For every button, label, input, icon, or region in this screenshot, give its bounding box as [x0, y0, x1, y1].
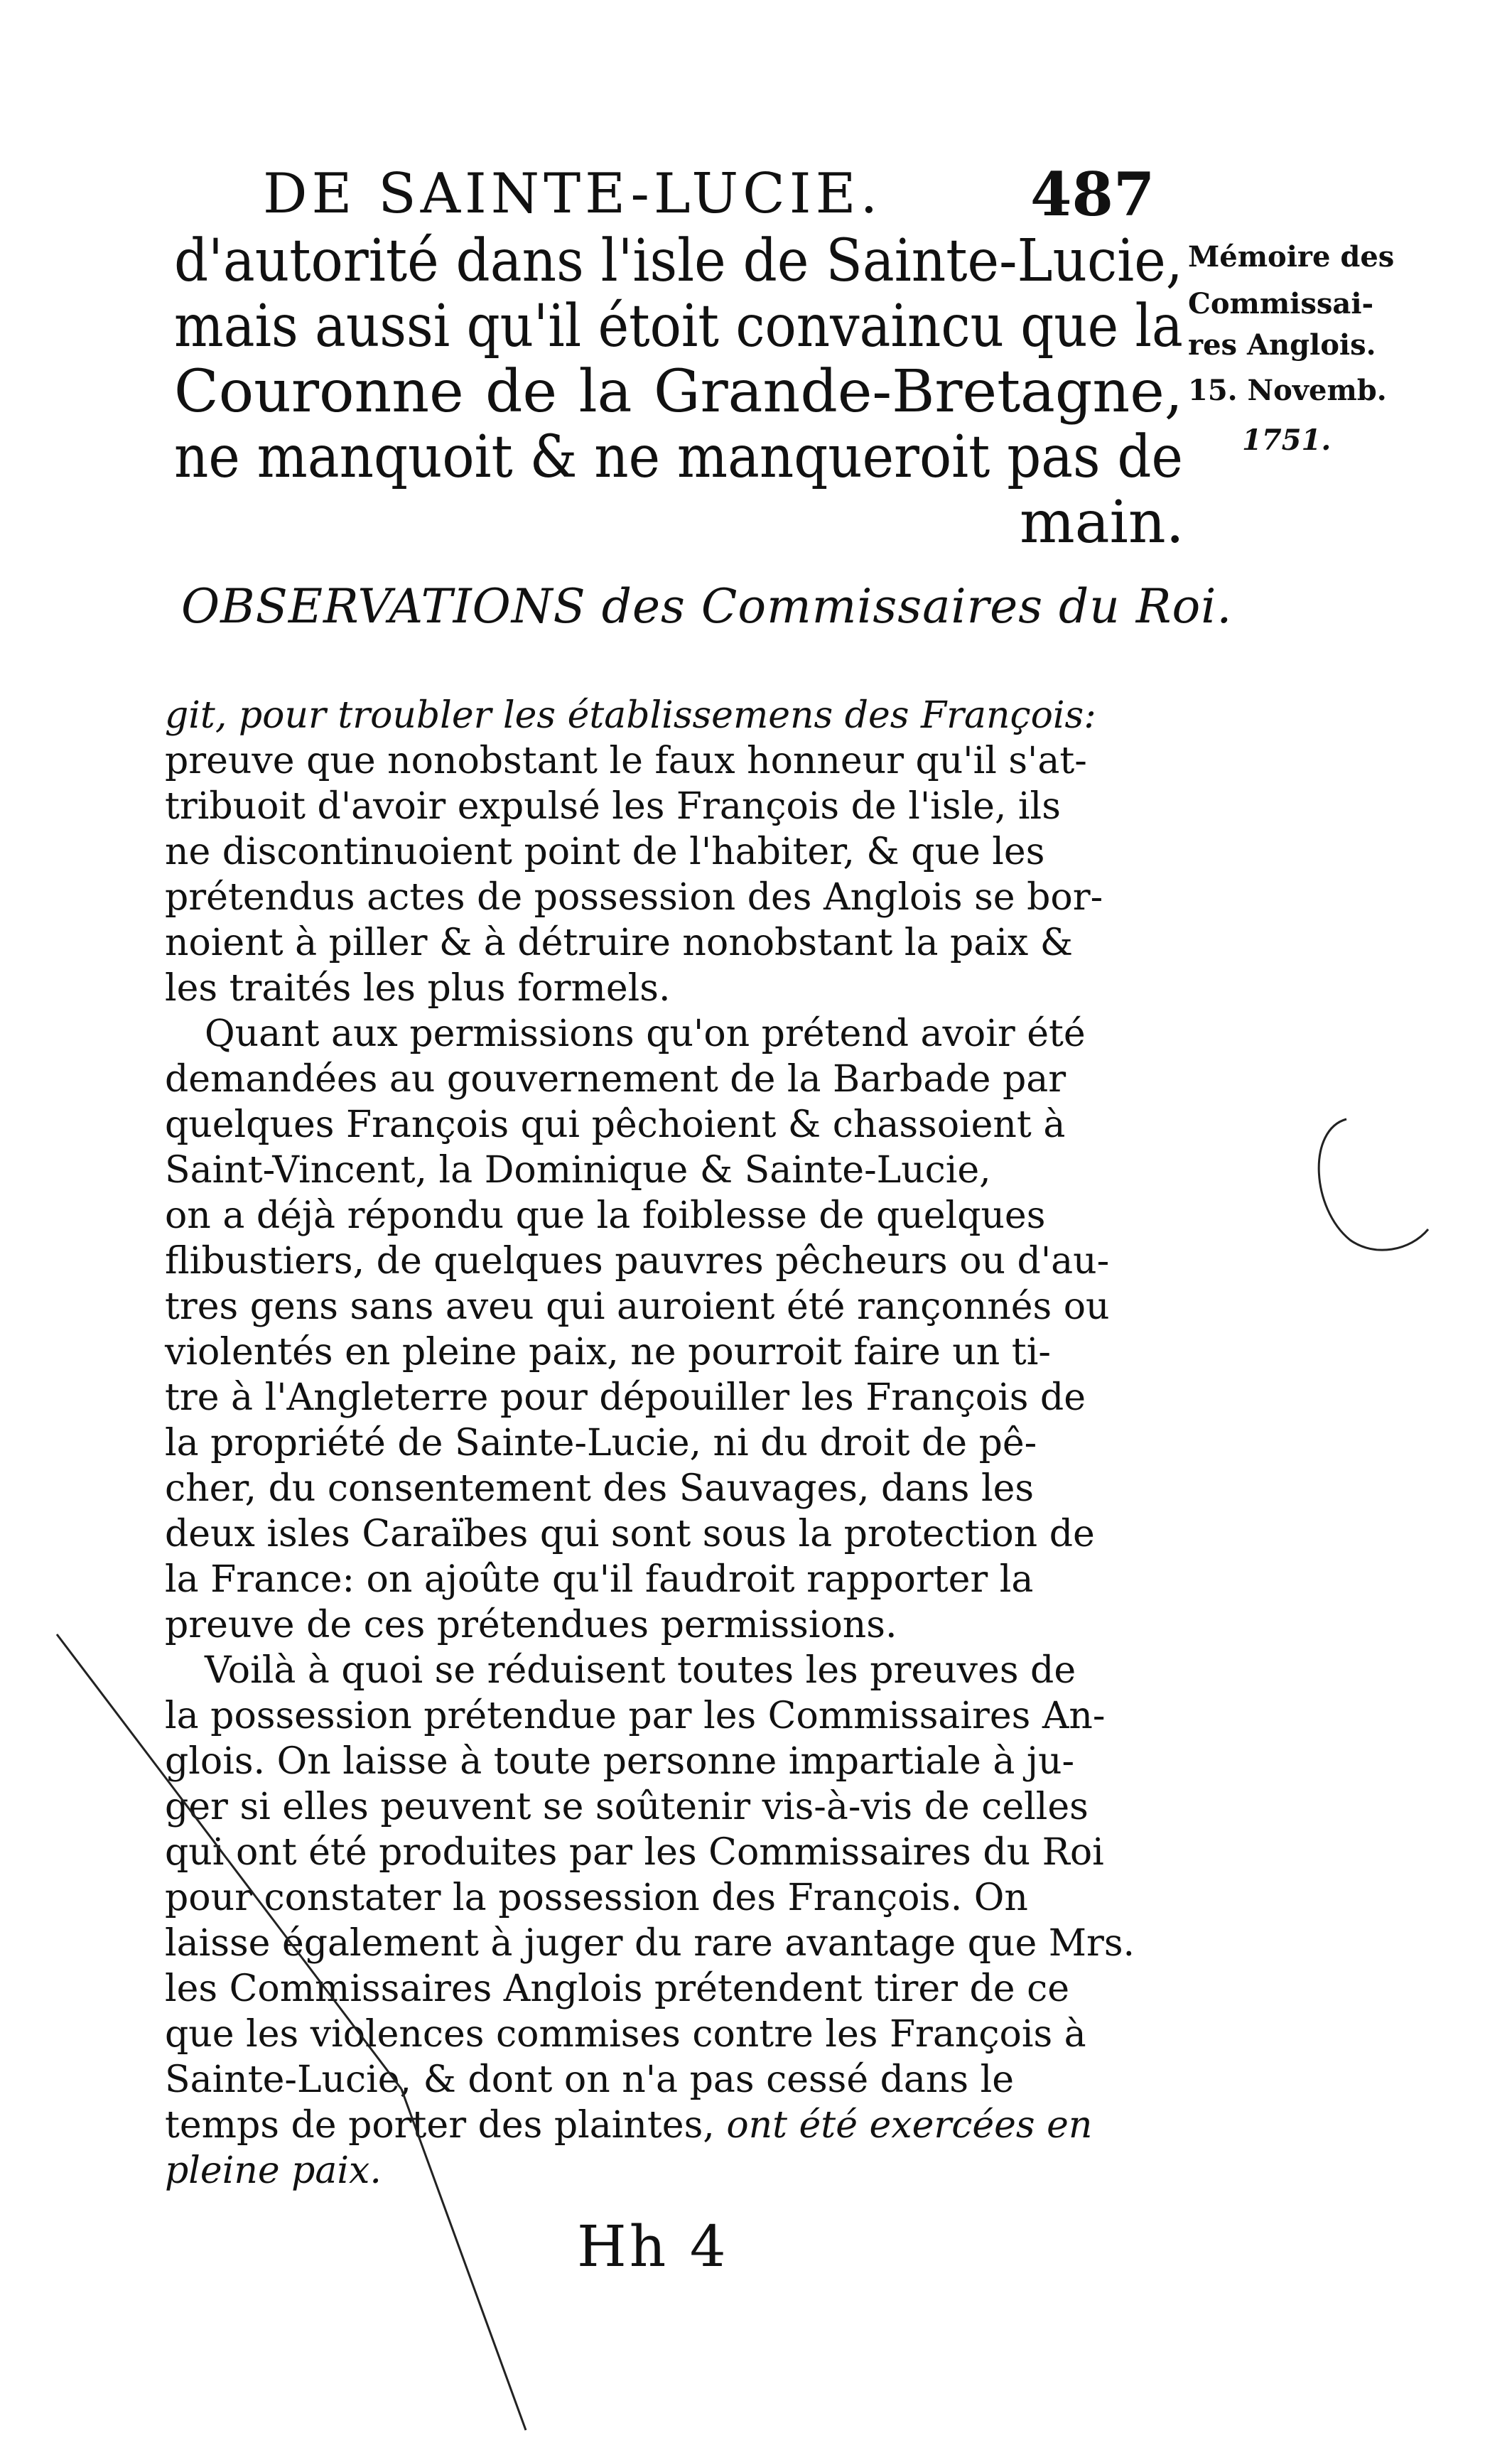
- margin-note-line: Commissai-: [1188, 287, 1374, 320]
- body-line: glois. On laisse à toute personne impartiale à ju-: [165, 1740, 1075, 1783]
- body-line: temps de porter des plaintes, ont été exercées en: [165, 2104, 1093, 2147]
- body-line: la France: on ajoûte qu'il faudroit rapporter la: [165, 1558, 1034, 1601]
- body-line: violentés en pleine paix, ne pourroit faire un ti-: [165, 1331, 1051, 1374]
- section-heading: OBSERVATIONS des Commissaires du Roi.: [181, 579, 1233, 634]
- body-line: laisse également à juger du rare avantage que Mrs.: [165, 1922, 1135, 1965]
- body-line: tre à l'Angleterre pour dépouiller les François de: [165, 1376, 1086, 1419]
- diagonal-stroke-mark: [401, 2089, 526, 2430]
- body-line: les traités les plus formels.: [165, 967, 671, 1010]
- body-line: la possession prétendue par les Commissaires An-: [165, 1695, 1106, 1737]
- margin-note-line: res Anglois.: [1188, 328, 1376, 362]
- diagonal-stroke-mark: [57, 1634, 401, 2089]
- body-line: que les violences commises contre les François à: [165, 2013, 1086, 2056]
- italic-phrase: ont été exercées en: [726, 2104, 1093, 2147]
- body-line: tres gens sans aveu qui auroient été rançonnés ou: [165, 1285, 1110, 1328]
- top-paragraph-line: mais aussi qu'il étoit convaincu que la: [174, 293, 1183, 360]
- signature-mark: Hh 4: [577, 2213, 729, 2279]
- body-line: pour constater la possession des François. On: [165, 1877, 1028, 1919]
- margin-note-line: Mémoire des: [1188, 240, 1395, 274]
- body-line: pleine paix.: [165, 2149, 382, 2192]
- pencil-curve-mark: [1319, 1119, 1428, 1250]
- body-line: la propriété de Sainte-Lucie, ni du droit de pê-: [165, 1422, 1037, 1464]
- top-paragraph-line: Couronne de la Grande-Bretagne,: [174, 358, 1183, 426]
- page-number: 487: [1030, 159, 1155, 230]
- body-line: Saint-Vincent, la Dominique & Sainte-Lucie,: [165, 1149, 991, 1192]
- body-line: quelques François qui pêchoient & chassoient à: [165, 1104, 1066, 1146]
- body-line: git, pour troubler les établissemens des François:: [165, 694, 1096, 737]
- body-line: les Commissaires Anglois prétendent tirer de ce: [165, 1968, 1070, 2010]
- margin-note-line: 15. Novemb.: [1188, 374, 1387, 407]
- body-line: preuve de ces prétendues permissions.: [165, 1604, 897, 1646]
- running-head: DE SAINTE-LUCIE.: [263, 162, 882, 226]
- body-line: Quant aux permissions qu'on prétend avoir été: [205, 1013, 1086, 1055]
- body-line: cher, du consentement des Sauvages, dans les: [165, 1467, 1035, 1510]
- body-line: ger si elles peuvent se soûtenir vis-à-vis de celles: [165, 1786, 1089, 1828]
- body-line: noient à piller & à détruire nonobstant la paix &: [165, 922, 1074, 964]
- body-line: tribuoit d'avoir expulsé les François de l'isle, ils: [165, 785, 1061, 828]
- body-line: ne discontinuoient point de l'habiter, & que les: [165, 831, 1045, 873]
- top-paragraph-line: d'autorité dans l'isle de Sainte-Lucie,: [174, 227, 1183, 295]
- body-line: Voilà à quoi se réduisent toutes les preuves de: [205, 1649, 1076, 1692]
- top-paragraph-line: main.: [1020, 489, 1184, 556]
- body-line: deux isles Caraïbes qui sont sous la protection de: [165, 1513, 1095, 1555]
- top-paragraph-line: ne manquoit & ne manqueroit pas de: [174, 423, 1183, 491]
- body-line: flibustiers, de quelques pauvres pêcheurs ou d'au-: [165, 1240, 1110, 1283]
- body-line: qui ont été produites par les Commissaires du Roi: [165, 1831, 1104, 1874]
- body-line: Sainte-Lucie, & dont on n'a pas cessé dans le: [165, 2059, 1015, 2101]
- body-line: on a déjà répondu que la foiblesse de quelques: [165, 1194, 1046, 1237]
- body-line: preuve que nonobstant le faux honneur qu'il s'at-: [165, 740, 1087, 782]
- body-line: demandées au gouvernement de la Barbade par: [165, 1058, 1066, 1101]
- margin-note-line: 1751.: [1242, 423, 1332, 457]
- body-line: prétendus actes de possession des Anglois se bor-: [165, 876, 1103, 919]
